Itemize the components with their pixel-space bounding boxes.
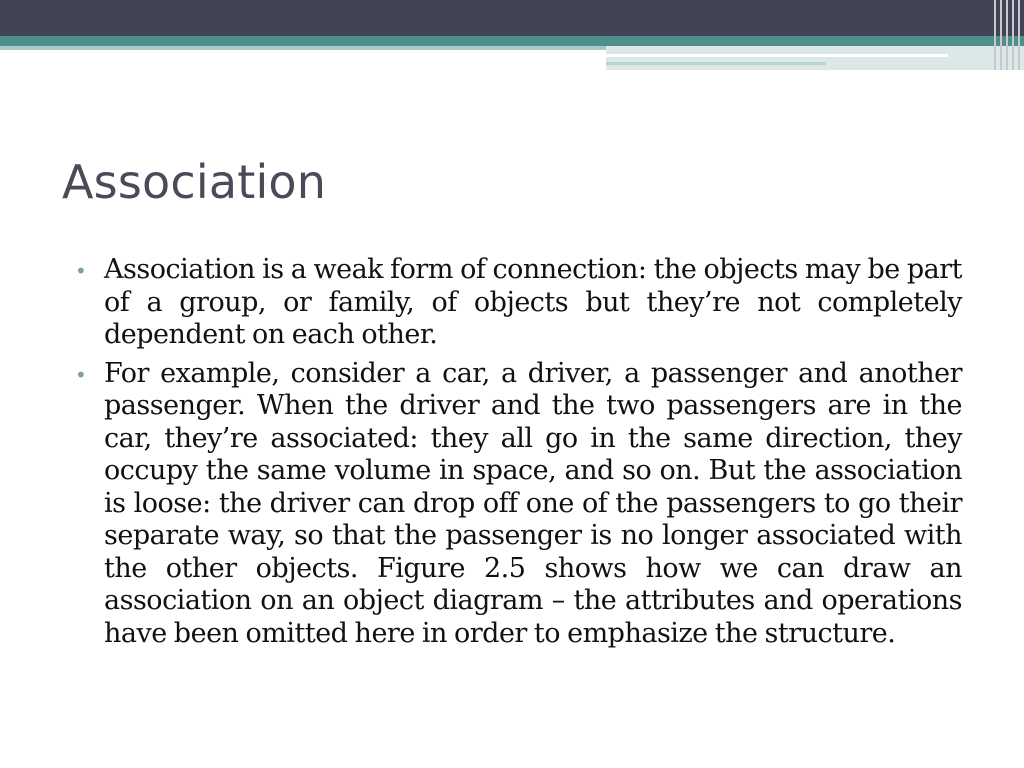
bullet-dot-icon: • bbox=[75, 362, 87, 387]
banner-accent-line bbox=[606, 54, 948, 57]
bullet-item bbox=[72, 254, 962, 352]
banner-stripe bbox=[1018, 0, 1020, 70]
banner-right-block bbox=[606, 46, 1024, 70]
bullet-item bbox=[72, 358, 962, 651]
banner-stripe bbox=[1006, 0, 1008, 70]
banner-stripe bbox=[1012, 0, 1014, 70]
bullet-list bbox=[72, 254, 962, 656]
banner-teal-band bbox=[0, 36, 1024, 46]
bullet-text: For example, consider a car, a driver, a passenger and another passenger. When the driver and the two passengers are in the car, they’re associated: they all go in the same direction, they occupy the same volume in space, and so on. But the association is loose: the driver can drop off one of the passengers to go their separate way, so that the passenger is no longer associated with the other objects. Figure 2.5 shows how we can draw an association on an object diagram – the attributes and operations have been omitted here in order to emphasize the structure. bbox=[104, 357, 962, 649]
banner-light-teal-line bbox=[0, 46, 608, 50]
banner-accent-line bbox=[606, 62, 826, 65]
bullet-text: Association is a weak form of connection: the objects may be part of a group, or family, of objects but they’re not completely dependent on each other. bbox=[104, 254, 962, 350]
bullet-dot-icon: • bbox=[75, 259, 87, 283]
banner-dark-band bbox=[0, 0, 1024, 36]
slide-title: Association bbox=[62, 155, 327, 209]
banner-stripes bbox=[992, 0, 1024, 70]
banner-stripe bbox=[1000, 0, 1002, 70]
banner-stripe bbox=[994, 0, 996, 70]
